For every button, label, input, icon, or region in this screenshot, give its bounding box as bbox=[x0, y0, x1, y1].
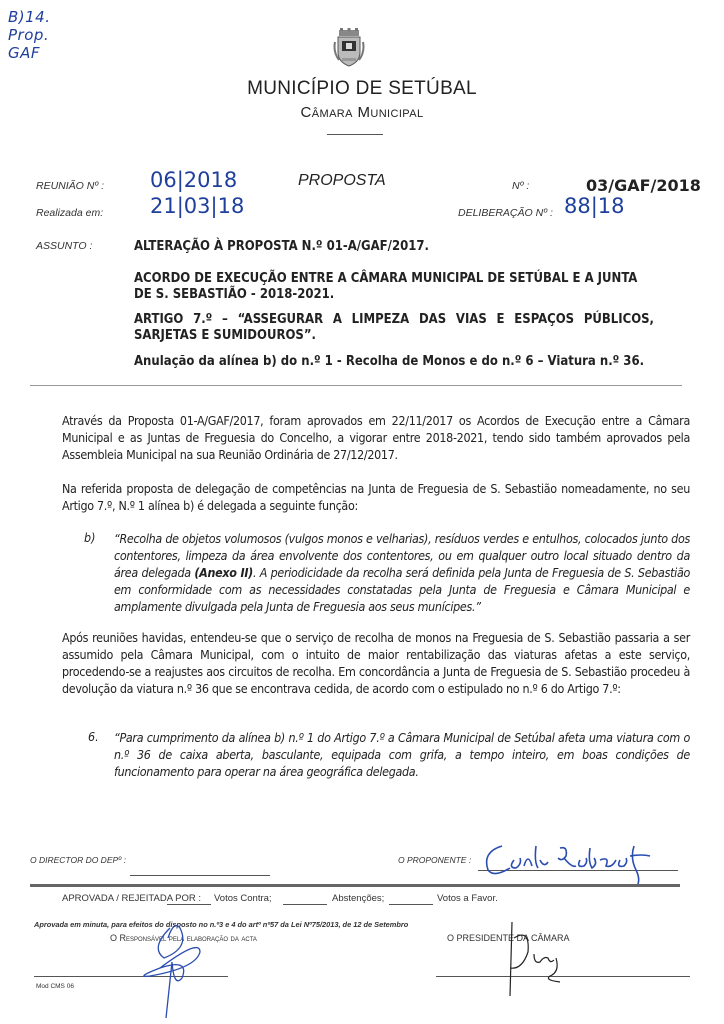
votos-favor-label: Votos a Favor. bbox=[437, 893, 498, 904]
assunto-line-2: ACORDO DE EXECUÇÃO ENTRE A CÂMARA MUNICIPAL DE SETÚBAL E A JUNTA DE S. SEBASTIÃO - 2018-2021. bbox=[134, 271, 638, 302]
document-type: PROPOSTA bbox=[298, 172, 386, 189]
assunto-line-4: Anulação da alínea b) do n.º 1 - Recolha de Monos e do n.º 6 – Viatura n.º 36. bbox=[134, 354, 645, 369]
assunto-label: ASSUNTO : bbox=[36, 240, 93, 252]
margin-note-line: B)14. bbox=[8, 8, 51, 26]
quote-2: “Para cumprimento da alínea b) n.º 1 do Artigo 7.º a Câmara Municipal de Setúbal afeta uma viatura com o n.º 36 de caixa aberta, basculante, equipada com grifa, a tempo inteiro, em boas condições de funcionamento para operar na área geográfica delegada. bbox=[114, 730, 690, 779]
header-separator bbox=[30, 385, 682, 386]
margin-note-line: GAF bbox=[8, 44, 41, 62]
realizada-label: Realizada em: bbox=[36, 207, 104, 219]
quote-1 bbox=[114, 530, 690, 615]
votos-contra-line bbox=[167, 904, 211, 905]
aprovada-label: APROVADA / REJEITADA POR : bbox=[62, 893, 202, 904]
quote-1-marker: b) bbox=[84, 530, 96, 545]
paragraph-2: Na referida proposta de delegação de competências na Junta de Freguesia de S. Sebastião nomeadamente, no seu Artigo 7.º, N.º 1 alínea b) é delegada a seguinte função: bbox=[62, 481, 690, 513]
abstencoes-label: Abstenções; bbox=[332, 893, 385, 904]
quote-1-text-b: . A periodicidade da recolha será definida pela Junta de Freguesia de S. Sebastião em conformidade com as necessidades constatadas pela Junta de Freguesia e Câmara Municipal e amplamente divulgada pela Junta de Freguesia aos seus munícipes.” bbox=[114, 565, 690, 614]
director-signature-line bbox=[130, 875, 270, 876]
deliberacao-label: DELIBERAÇÃO Nº : bbox=[458, 207, 553, 219]
reuniao-value: 06|2018 bbox=[150, 168, 238, 192]
assunto-line-3: ARTIGO 7.º – “ASSEGURAR A LIMPEZA DAS VIAS E ESPAÇOS PÚBLICOS, SARJETAS E SUMIDOUROS”. bbox=[134, 312, 654, 343]
quote-2-marker: 6. bbox=[88, 729, 99, 744]
quote-1-annex: (Anexo II) bbox=[194, 565, 253, 580]
paragraph-1: Através da Proposta 01-A/GAF/2017, foram aprovados em 22/11/2017 os Acordos de Execução entre a Câmara Municipal e as Juntas de Freguesia do Concelho, a vigorar entre 2018-2021, tendo sido também aprovados pela Assembleia Municipal na sua Reunião Ordinária de 27/12/2017. bbox=[62, 413, 690, 462]
realizada-value: 21|03|18 bbox=[150, 194, 245, 218]
proposal-number: 03/GAF/2018 bbox=[586, 176, 701, 195]
chamber-subtitle: Câmara Municipal bbox=[300, 104, 424, 121]
responsavel-label: O Responsável pela elaboração da acta bbox=[110, 933, 257, 943]
presidente-signature bbox=[500, 918, 580, 998]
handwritten-margin-note bbox=[8, 8, 51, 62]
director-label: O DIRECTOR DO DEPº : bbox=[30, 855, 126, 865]
deliberacao-value: 88|18 bbox=[564, 194, 625, 218]
form-code: Mod CMS 06 bbox=[36, 983, 74, 990]
presidente-label: O PRESIDENTE DA CÂMARA bbox=[447, 933, 570, 943]
paragraph-3: Após reuniões havidas, entendeu-se que o serviço de recolha de monos na Freguesia de S. Sebastião passaria a ser assumido pela Câmara Municipal, com o intuito de maior rentabilização das viaturas afetas a este serviço, procedendo-se a reajustes aos circuitos de recolha. Em concordância a Junta de Freguesia de S. Sebastião procedeu à devolução da viatura n.º 36 que se encontrava cedida, de acordo com o estipulado no n.º 6 do Artigo 7.º: bbox=[62, 630, 690, 696]
assunto-line-1: ALTERAÇÃO À PROPOSTA N.º 01-A/GAF/2017. bbox=[134, 239, 429, 254]
votos-favor-line bbox=[389, 904, 433, 905]
municipality-title: MUNICÍPIO DE SETÚBAL bbox=[247, 78, 477, 99]
reuniao-label: REUNIÃO Nº : bbox=[36, 180, 105, 192]
numero-label: Nº : bbox=[512, 180, 530, 192]
proponente-signature bbox=[480, 838, 670, 888]
coat-of-arms-icon bbox=[333, 28, 365, 68]
quote-1-text-a: “Recolha de objetos volumosos (vulgos monos e velharias), resíduos verdes e entulhos, colocados junto dos contentores, limpeza da área envolvente dos contentores, ou em qualquer outro local situado dentro da área delegada bbox=[114, 531, 690, 580]
minuta-note: Aprovada em minuta, para efeitos do disposto no n.º3 e 4 do artº nº57 da Lei Nº75/2013, de 12 de Setembro bbox=[34, 920, 409, 929]
votos-contra-label: Votos Contra; bbox=[214, 893, 272, 904]
title-divider bbox=[327, 134, 383, 135]
footer-divider bbox=[30, 884, 680, 887]
abstencoes-line bbox=[283, 904, 327, 905]
proponente-label: O PROPONENTE : bbox=[398, 855, 472, 865]
responsavel-signature bbox=[130, 918, 220, 1024]
margin-note-line: Prop. bbox=[8, 26, 50, 44]
